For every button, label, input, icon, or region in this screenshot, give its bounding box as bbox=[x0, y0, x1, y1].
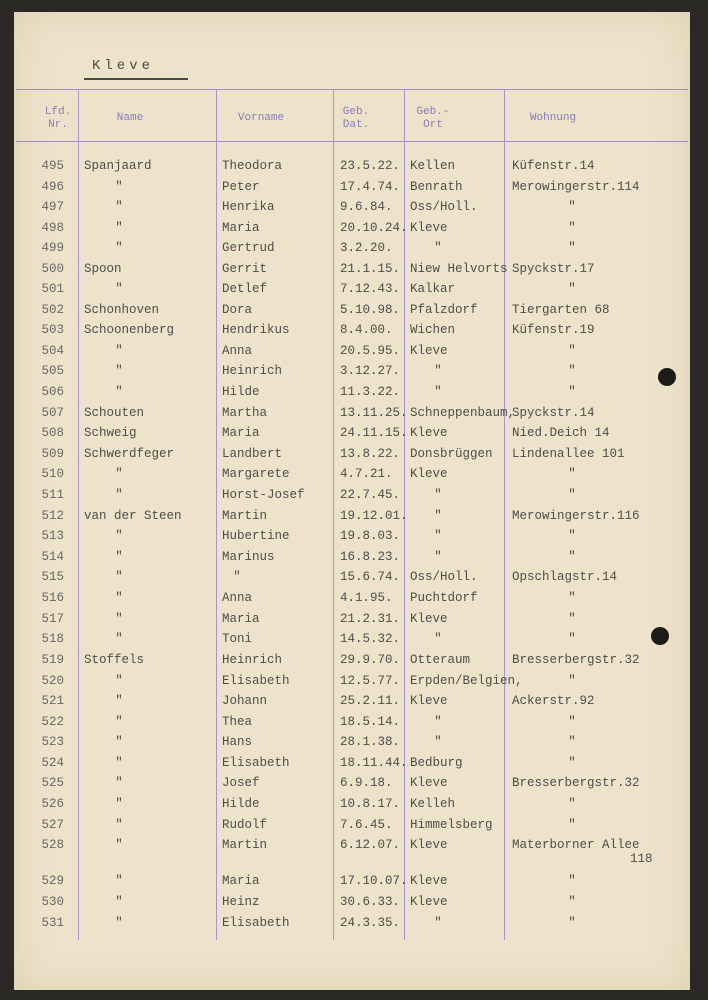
row-name: " bbox=[115, 612, 123, 626]
row-address: " bbox=[568, 488, 576, 502]
row-address: " bbox=[568, 241, 576, 255]
row-vorname: Heinrich bbox=[222, 653, 283, 667]
row-birth-date: 8.4.00. bbox=[340, 323, 393, 337]
row-birth-date: 13.8.22. bbox=[340, 447, 401, 461]
row-birth-place: Kleve bbox=[410, 874, 448, 888]
row-birth-date: 18.5.14. bbox=[340, 715, 401, 729]
row-vorname: Margarete bbox=[222, 467, 290, 481]
row-birth-date: 23.5.22. bbox=[340, 159, 401, 173]
row-birth-place: Kleve bbox=[410, 838, 448, 852]
row-birth-date: 5.10.98. bbox=[340, 303, 401, 317]
row-birth-place: Kleve bbox=[410, 776, 448, 790]
row-address: " bbox=[568, 756, 576, 770]
row-birth-place: Erpden/Belgien, bbox=[410, 674, 523, 688]
row-name: Stoffels bbox=[84, 653, 145, 667]
row-birth-date: 19.12.01. bbox=[340, 509, 408, 523]
row-vorname: Maria bbox=[222, 426, 260, 440]
row-number: 526 bbox=[41, 797, 64, 811]
row-vorname: Hendrikus bbox=[222, 323, 290, 337]
row-birth-date: 20.10.24. bbox=[340, 221, 408, 235]
row-vorname: Maria bbox=[222, 612, 260, 626]
row-vorname: Heinrich bbox=[222, 364, 283, 378]
row-birth-date: 14.5.32. bbox=[340, 632, 401, 646]
row-address: Merowingerstr.114 bbox=[512, 180, 640, 194]
row-birth-date: 17.10.07. bbox=[340, 874, 408, 888]
row-birth-date: 7.12.43. bbox=[340, 282, 401, 296]
row-number: 513 bbox=[41, 529, 64, 543]
table-top-rule bbox=[16, 89, 688, 90]
row-birth-place: Donsbrüggen bbox=[410, 447, 493, 461]
row-vorname: Toni bbox=[222, 632, 253, 646]
row-birth-place: Kleve bbox=[410, 221, 448, 235]
page-title: Kleve bbox=[92, 58, 155, 74]
row-birth-date: 19.8.03. bbox=[340, 529, 401, 543]
row-address: Lindenallee 101 bbox=[512, 447, 625, 461]
row-vorname: Hans bbox=[222, 735, 253, 749]
row-birth-place: Pfalzdorf bbox=[410, 303, 478, 317]
row-number: 512 bbox=[41, 509, 64, 523]
row-number: 527 bbox=[41, 818, 64, 832]
title-underline bbox=[84, 78, 188, 80]
row-birth-date: 24.11.15. bbox=[340, 426, 408, 440]
row-name: " bbox=[115, 874, 123, 888]
row-birth-date: 13.11.25. bbox=[340, 406, 408, 420]
header-vorname: Vorname bbox=[237, 112, 285, 124]
row-birth-place: Kelleh bbox=[410, 797, 456, 811]
row-name: " bbox=[115, 916, 123, 930]
row-number: 528 bbox=[41, 838, 64, 852]
row-number: 499 bbox=[41, 241, 64, 255]
row-number: 511 bbox=[41, 488, 64, 502]
row-number: 520 bbox=[41, 674, 64, 688]
row-birth-place: Schneppenbaum, bbox=[410, 406, 516, 420]
row-number: 531 bbox=[41, 916, 64, 930]
row-number: 503 bbox=[41, 323, 64, 337]
row-address: " bbox=[568, 550, 576, 564]
row-number: 502 bbox=[41, 303, 64, 317]
row-name: " bbox=[115, 797, 123, 811]
row-address: " bbox=[568, 895, 576, 909]
punch-hole bbox=[658, 368, 676, 386]
punch-hole bbox=[651, 627, 669, 645]
row-vorname: Heinz bbox=[222, 895, 260, 909]
row-vorname: Horst-Josef bbox=[222, 488, 305, 502]
row-birth-date: 15.6.74. bbox=[340, 570, 401, 584]
row-vorname: Anna bbox=[222, 591, 253, 605]
row-name: " bbox=[115, 756, 123, 770]
row-vorname: Peter bbox=[222, 180, 260, 194]
row-birth-place: Puchtdorf bbox=[410, 591, 478, 605]
row-name: " bbox=[115, 529, 123, 543]
row-birth-place: Himmelsberg bbox=[410, 818, 493, 832]
row-birth-date: 6.12.07. bbox=[340, 838, 401, 852]
row-address: " bbox=[568, 221, 576, 235]
row-birth-place: Kleve bbox=[410, 467, 448, 481]
row-number: 497 bbox=[41, 200, 64, 214]
row-vorname: Gerrit bbox=[222, 262, 268, 276]
row-number: 504 bbox=[41, 344, 64, 358]
row-birth-place: " bbox=[434, 385, 442, 399]
column-divider bbox=[78, 89, 79, 940]
row-birth-place: Kleve bbox=[410, 895, 448, 909]
row-birth-place: " bbox=[434, 632, 442, 646]
row-vorname: Dora bbox=[222, 303, 253, 317]
row-birth-place: " bbox=[434, 735, 442, 749]
row-birth-place: " bbox=[434, 241, 442, 255]
header-lfd-nr: Lfd. Nr. bbox=[44, 106, 72, 131]
row-number: 523 bbox=[41, 735, 64, 749]
row-birth-place: " bbox=[434, 529, 442, 543]
row-birth-place: " bbox=[434, 715, 442, 729]
row-address-continued: 118 bbox=[630, 852, 653, 866]
row-name: " bbox=[115, 221, 123, 235]
header-name: Name bbox=[116, 112, 144, 124]
row-vorname: Martin bbox=[222, 838, 268, 852]
row-name: " bbox=[115, 200, 123, 214]
row-vorname: Maria bbox=[222, 874, 260, 888]
row-birth-date: 12.5.77. bbox=[340, 674, 401, 688]
row-birth-date: 10.8.17. bbox=[340, 797, 401, 811]
row-name: " bbox=[115, 715, 123, 729]
row-address: Spyckstr.14 bbox=[512, 406, 595, 420]
column-divider bbox=[216, 89, 217, 940]
row-address: Spyckstr.17 bbox=[512, 262, 595, 276]
row-number: 524 bbox=[41, 756, 64, 770]
row-birth-date: 4.7.21. bbox=[340, 467, 393, 481]
row-name: " bbox=[115, 550, 123, 564]
row-address: " bbox=[568, 591, 576, 605]
row-number: 517 bbox=[41, 612, 64, 626]
row-birth-date: 7.6.45. bbox=[340, 818, 393, 832]
row-number: 509 bbox=[41, 447, 64, 461]
row-number: 529 bbox=[41, 874, 64, 888]
row-vorname: Gertrud bbox=[222, 241, 275, 255]
row-address: " bbox=[568, 632, 576, 646]
row-address: " bbox=[568, 344, 576, 358]
row-address: Küfenstr.19 bbox=[512, 323, 595, 337]
row-vorname: Theodora bbox=[222, 159, 283, 173]
row-vorname: Josef bbox=[222, 776, 260, 790]
row-address: " bbox=[568, 529, 576, 543]
row-birth-place: " bbox=[434, 916, 442, 930]
row-vorname: Martha bbox=[222, 406, 268, 420]
row-vorname: Johann bbox=[222, 694, 268, 708]
row-birth-date: 3.12.27. bbox=[340, 364, 401, 378]
row-birth-place: Wichen bbox=[410, 323, 456, 337]
row-address: " bbox=[568, 874, 576, 888]
row-name: Schoonenberg bbox=[84, 323, 175, 337]
row-name: " bbox=[115, 467, 123, 481]
row-address: " bbox=[568, 612, 576, 626]
row-birth-place: Bedburg bbox=[410, 756, 463, 770]
row-address: " bbox=[568, 467, 576, 481]
row-number: 521 bbox=[41, 694, 64, 708]
row-number: 525 bbox=[41, 776, 64, 790]
row-number: 506 bbox=[41, 385, 64, 399]
row-name: Spanjaard bbox=[84, 159, 152, 173]
row-birth-place: " bbox=[434, 509, 442, 523]
row-name: " bbox=[115, 838, 123, 852]
row-address: Bresserbergstr.32 bbox=[512, 776, 640, 790]
row-number: 515 bbox=[41, 570, 64, 584]
row-birth-date: 17.4.74. bbox=[340, 180, 401, 194]
row-name: " bbox=[115, 818, 123, 832]
row-birth-place: Kellen bbox=[410, 159, 456, 173]
header-wohnung: Wohnung bbox=[529, 112, 577, 124]
row-address: " bbox=[568, 200, 576, 214]
row-address: " bbox=[568, 797, 576, 811]
header-bottom-rule bbox=[16, 141, 688, 142]
row-name: van der Steen bbox=[84, 509, 182, 523]
row-vorname: Martin bbox=[222, 509, 268, 523]
row-vorname: Henrika bbox=[222, 200, 275, 214]
row-vorname: " bbox=[233, 570, 241, 584]
row-address: Bresserbergstr.32 bbox=[512, 653, 640, 667]
row-vorname: Maria bbox=[222, 221, 260, 235]
column-divider bbox=[333, 89, 334, 940]
row-birth-place: Kleve bbox=[410, 344, 448, 358]
row-address: " bbox=[568, 385, 576, 399]
row-birth-date: 21.2.31. bbox=[340, 612, 401, 626]
row-number: 508 bbox=[41, 426, 64, 440]
row-address: " bbox=[568, 715, 576, 729]
row-birth-place: Oss/Holl. bbox=[410, 570, 478, 584]
row-name: Spoon bbox=[84, 262, 122, 276]
row-birth-place: Benrath bbox=[410, 180, 463, 194]
row-birth-date: 11.3.22. bbox=[340, 385, 401, 399]
row-birth-date: 3.2.20. bbox=[340, 241, 393, 255]
row-birth-place: " bbox=[434, 550, 442, 564]
row-birth-place: Kalkar bbox=[410, 282, 456, 296]
row-address: Nied.Deich 14 bbox=[512, 426, 610, 440]
row-vorname: Detlef bbox=[222, 282, 268, 296]
header-geb-ort: Geb.- Ort bbox=[416, 106, 450, 131]
row-vorname: Rudolf bbox=[222, 818, 268, 832]
row-number: 505 bbox=[41, 364, 64, 378]
row-birth-place: Kleve bbox=[410, 694, 448, 708]
row-number: 518 bbox=[41, 632, 64, 646]
row-birth-date: 21.1.15. bbox=[340, 262, 401, 276]
row-number: 496 bbox=[41, 180, 64, 194]
row-number: 514 bbox=[41, 550, 64, 564]
row-address: Merowingerstr.116 bbox=[512, 509, 640, 523]
row-address: " bbox=[568, 735, 576, 749]
row-number: 498 bbox=[41, 221, 64, 235]
row-vorname: Hubertine bbox=[222, 529, 290, 543]
row-vorname: Marinus bbox=[222, 550, 275, 564]
row-address: Ackerstr.92 bbox=[512, 694, 595, 708]
row-name: " bbox=[115, 674, 123, 688]
row-address: " bbox=[568, 282, 576, 296]
row-name: " bbox=[115, 776, 123, 790]
row-birth-place: Niew Helvorts bbox=[410, 262, 508, 276]
row-birth-date: 9.6.84. bbox=[340, 200, 393, 214]
row-vorname: Hilde bbox=[222, 797, 260, 811]
row-name: " bbox=[115, 694, 123, 708]
row-number: 500 bbox=[41, 262, 64, 276]
row-number: 516 bbox=[41, 591, 64, 605]
row-number: 507 bbox=[41, 406, 64, 420]
row-name: " bbox=[115, 180, 123, 194]
row-birth-date: 20.5.95. bbox=[340, 344, 401, 358]
column-divider bbox=[504, 89, 505, 940]
row-name: Schweig bbox=[84, 426, 137, 440]
row-name: " bbox=[115, 570, 123, 584]
row-vorname: Thea bbox=[222, 715, 253, 729]
row-name: " bbox=[115, 241, 123, 255]
row-vorname: Anna bbox=[222, 344, 253, 358]
row-birth-date: 18.11.44. bbox=[340, 756, 408, 770]
row-address: " bbox=[568, 916, 576, 930]
row-birth-place: Kleve bbox=[410, 426, 448, 440]
row-number: 510 bbox=[41, 467, 64, 481]
row-address: Materborner Allee bbox=[512, 838, 640, 852]
row-name: Schwerdfeger bbox=[84, 447, 175, 461]
row-birth-place: Oss/Holl. bbox=[410, 200, 478, 214]
row-birth-place: Otteraum bbox=[410, 653, 471, 667]
row-birth-place: " bbox=[434, 488, 442, 502]
row-address: Küfenstr.14 bbox=[512, 159, 595, 173]
row-vorname: Landbert bbox=[222, 447, 283, 461]
row-name: Schonhoven bbox=[84, 303, 160, 317]
row-name: " bbox=[115, 488, 123, 502]
row-name: Schouten bbox=[84, 406, 145, 420]
header-geb-dat: Geb. Dat. bbox=[342, 106, 370, 131]
row-address: " bbox=[568, 674, 576, 688]
row-number: 501 bbox=[41, 282, 64, 296]
row-birth-date: 24.3.35. bbox=[340, 916, 401, 930]
row-name: " bbox=[115, 282, 123, 296]
row-name: " bbox=[115, 895, 123, 909]
row-name: " bbox=[115, 591, 123, 605]
row-birth-date: 30.6.33. bbox=[340, 895, 401, 909]
row-number: 522 bbox=[41, 715, 64, 729]
row-address: Tiergarten 68 bbox=[512, 303, 610, 317]
row-number: 519 bbox=[41, 653, 64, 667]
row-birth-place: Kleve bbox=[410, 612, 448, 626]
row-vorname: Elisabeth bbox=[222, 916, 290, 930]
row-name: " bbox=[115, 385, 123, 399]
row-birth-date: 28.1.38. bbox=[340, 735, 401, 749]
row-address: Opschlagstr.14 bbox=[512, 570, 618, 584]
row-birth-date: 22.7.45. bbox=[340, 488, 401, 502]
row-number: 495 bbox=[41, 159, 64, 173]
row-address: " bbox=[568, 818, 576, 832]
row-birth-date: 16.8.23. bbox=[340, 550, 401, 564]
row-birth-date: 4.1.95. bbox=[340, 591, 393, 605]
row-birth-date: 25.2.11. bbox=[340, 694, 401, 708]
row-name: " bbox=[115, 735, 123, 749]
row-birth-date: 6.9.18. bbox=[340, 776, 393, 790]
row-vorname: Hilde bbox=[222, 385, 260, 399]
row-address: " bbox=[568, 364, 576, 378]
row-name: " bbox=[115, 632, 123, 646]
row-vorname: Elisabeth bbox=[222, 674, 290, 688]
row-number: 530 bbox=[41, 895, 64, 909]
row-vorname: Elisabeth bbox=[222, 756, 290, 770]
row-birth-date: 29.9.70. bbox=[340, 653, 401, 667]
row-name: " bbox=[115, 344, 123, 358]
row-name: " bbox=[115, 364, 123, 378]
row-birth-place: " bbox=[434, 364, 442, 378]
